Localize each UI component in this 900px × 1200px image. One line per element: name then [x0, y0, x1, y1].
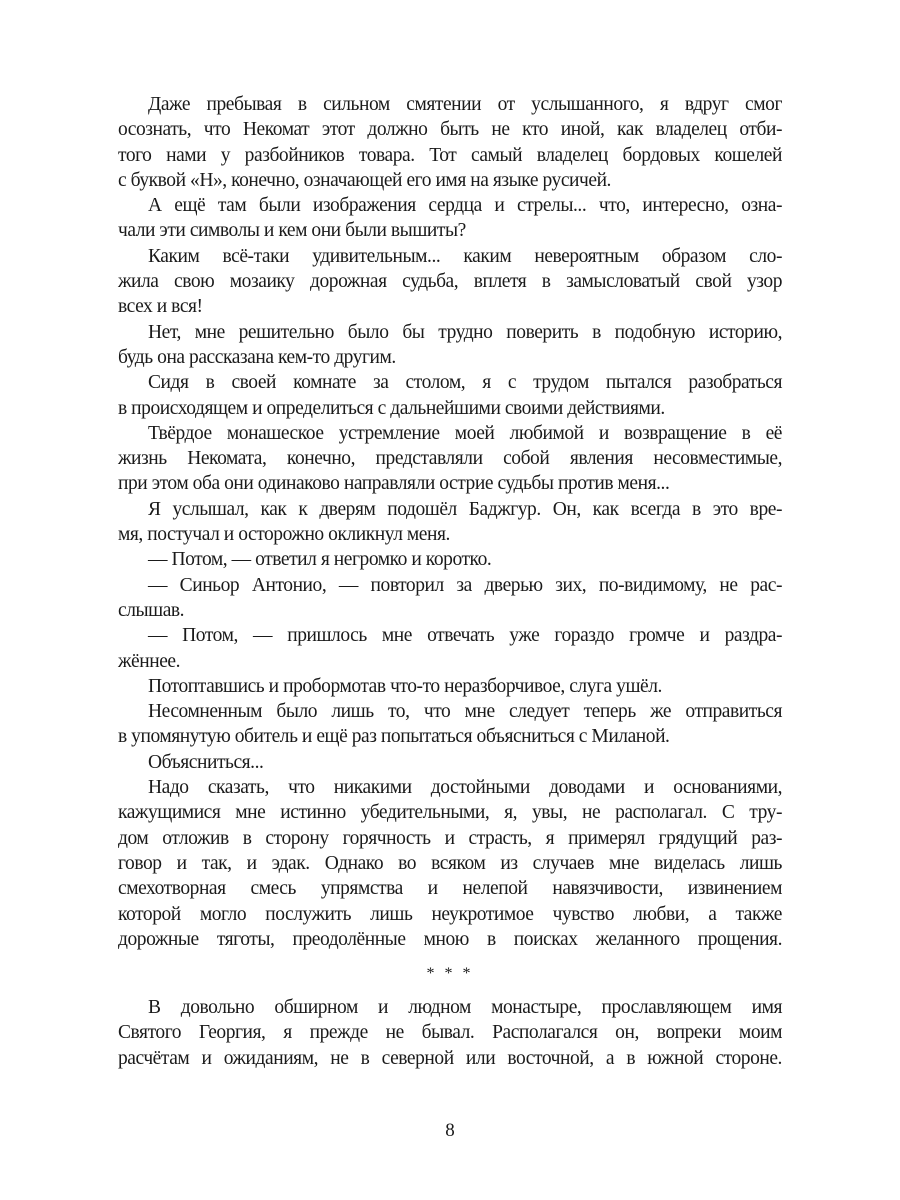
page-number: 8 — [445, 1120, 455, 1141]
text-line: дом отложив в сторону горячность и страсть, я примерял грядущий раз- — [118, 827, 782, 849]
paragraph — [118, 674, 782, 699]
text-line: А ещё там были изображения сердца и стрелы... что, интересно, озна- — [148, 195, 782, 217]
text-line: в упомянутую обитель и ещё раз попытаться объясниться с Миланой. — [118, 726, 670, 748]
text-line: В довольно обширном и людном монастыре, прославляющем имя — [148, 997, 782, 1019]
paragraph — [118, 995, 782, 1071]
text-line: того нами у разбойников товара. Тот самый владелец бордовых кошелей — [118, 144, 782, 166]
text-line: всех и вся! — [118, 296, 203, 318]
text-line: Я услышал, как к дверям подошёл Баджгур. Он, как всегда в это вре- — [148, 498, 782, 520]
text-line: с буквой «Н», конечно, означающей его имя на языке русичей. — [118, 169, 611, 191]
paragraph — [118, 193, 782, 244]
paragraph — [118, 547, 782, 572]
text-line: кажущимися мне истинно убедительными, я, увы, не располагал. С тру- — [118, 802, 782, 824]
paragraph — [118, 573, 782, 624]
text-line: Сидя в своей комнате за столом, я с трудом пытался разобраться — [148, 372, 782, 394]
text-line: осознать, что Некомат этот должно быть не кто иной, как владелец отби- — [118, 119, 782, 141]
page-body — [118, 92, 782, 1071]
text-line: жизнь Некомата, конечно, представляли собой явления несовместимые, — [118, 448, 782, 470]
text-line: Объясниться... — [148, 751, 264, 773]
text-line: смехотворная смесь упрямства и нелепой навязчивости, извинением — [118, 878, 782, 900]
section-separator: * * * — [426, 965, 474, 983]
paragraph — [118, 92, 782, 193]
paragraph — [118, 623, 782, 674]
text-line: Нет, мне решительно было бы трудно поверить в подобную историю, — [148, 321, 782, 343]
text-line: дорожные тяготы, преодолённые мною в поисках желанного прощения. — [118, 928, 782, 950]
text-line: Твёрдое монашеское устремление моей любимой и возвращение в её — [148, 422, 782, 444]
text-line: при этом оба они одинаково направляли острие судьбы против меня... — [118, 473, 670, 495]
text-line: — Потом, — пришлось мне отвечать уже гораздо громче и раздра- — [148, 625, 782, 647]
text-section-1 — [118, 92, 782, 952]
text-section-2 — [118, 995, 782, 1071]
paragraph — [118, 244, 782, 320]
text-line: Потоптавшись и пробормотав что-то неразборчивое, слуга ушёл. — [148, 675, 662, 697]
paragraph — [118, 775, 782, 952]
text-line: Несомненным было лишь то, что мне следует теперь же отправиться — [148, 701, 782, 723]
text-line: будь она рассказана кем-то другим. — [118, 346, 396, 368]
paragraph — [118, 320, 782, 371]
paragraph — [118, 699, 782, 750]
text-line: говор и так, и эдак. Однако во всяком из случаев мне виделась лишь — [118, 852, 782, 874]
text-line: Святого Георгия, я прежде не бывал. Располагался он, вопреки моим — [118, 1022, 782, 1044]
text-line: Даже пребывая в сильном смятении от услышанного, я вдруг смог — [148, 94, 782, 115]
text-line: мя, постучал и осторожно окликнул меня. — [118, 524, 450, 546]
text-line: слышав. — [118, 599, 185, 621]
paragraph — [118, 750, 782, 775]
text-line: жённее. — [118, 650, 181, 672]
text-line: Надо сказать, что никакими достойными доводами и основаниями, — [148, 777, 782, 799]
text-line: — Потом, — ответил я негромко и коротко. — [148, 549, 492, 571]
text-line: чали эти символы и кем они были вышиты? — [118, 220, 466, 242]
text-line: которой могло послужить лишь неукротимое чувство любви, а также — [118, 903, 782, 925]
paragraph — [118, 421, 782, 497]
text-line: — Синьор Антонио, — повторил за дверью зих, по-видимому, не рас- — [148, 574, 782, 596]
paragraph — [118, 497, 782, 548]
paragraph — [118, 370, 782, 421]
text-line: расчётам и ожиданиям, не в северной или восточной, а в южной стороне. — [118, 1047, 782, 1069]
text-line: жила свою мозаику дорожная судьба, вплетя в замысловатый свой узор — [118, 271, 782, 293]
text-line: Каким всё-таки удивительным... каким невероятным образом сло- — [148, 245, 782, 267]
text-line: в происходящем и определиться с дальнейшими своими действиями. — [118, 397, 665, 419]
